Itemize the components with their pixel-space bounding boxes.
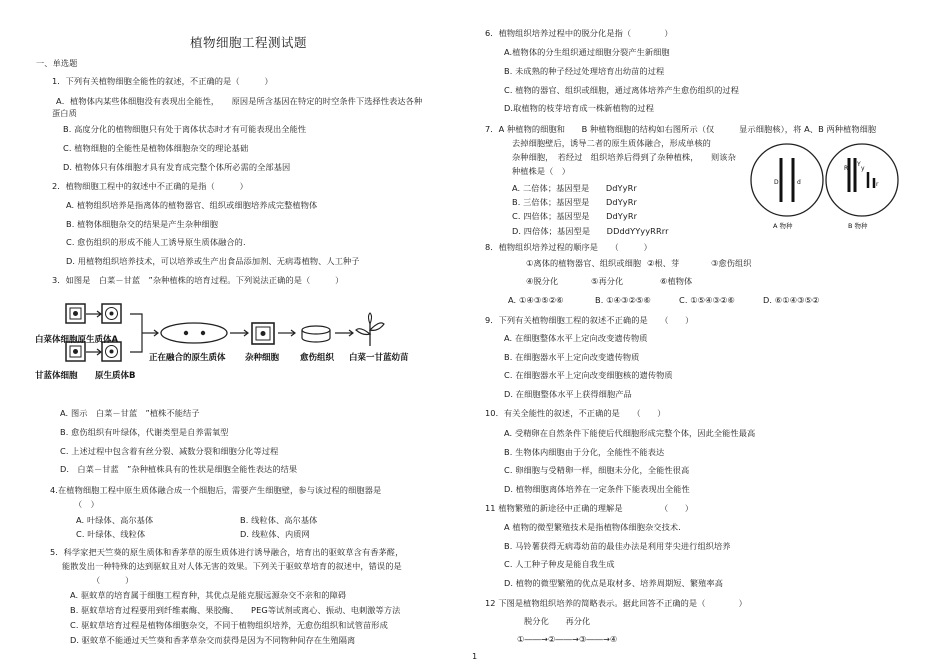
question-stem: 1．下列有关植物细胞全能性的叙述，不正确的是（ ） <box>52 76 273 86</box>
option-c: C. 植物细胞的全能性是植物体细胞杂交的理论基础 <box>63 143 249 153</box>
option-a: A.植物体的分生组织通过细胞分裂产生新细胞 <box>504 47 670 57</box>
question-stem-line4: 种植株是（ ） <box>512 166 571 176</box>
option-d: D. 用植物组织培养技术，可以培养或生产出食品添加剂、无病毒植物、人工种子 <box>66 256 360 266</box>
gene-y-lower: y <box>861 165 865 172</box>
option-c: C. ①⑤④③②⑥ <box>679 295 735 305</box>
right-column <box>475 0 950 671</box>
option-b: B. 愈伤组织有叶绿体，代谢类型是自养需氧型 <box>60 427 229 437</box>
question-stem: 2．植物细胞工程中的叙述中不正确的是指（ ） <box>52 181 248 191</box>
option-a: A. 驱蚊草的培育属于细胞工程育种，其优点是能克服远源杂交不亲和的障碍 <box>70 590 347 600</box>
option-b: B. 生物体内细胞由于分化，全能性不能表达 <box>504 447 665 457</box>
option-a: A. 植物组织培养是指离体的植物器官、组织或细胞培养成完整植物体 <box>66 200 318 210</box>
label-cell-b: 甘蓝体细胞 <box>35 371 78 381</box>
option-b: B. ①④③②⑤⑥ <box>595 295 651 305</box>
step-1: ①离体的植物器官、组织或细胞 <box>526 258 642 268</box>
option-b: B. 三倍体；基因型是 DdYyRr <box>512 197 638 207</box>
option-a: A．植物体内某些体细胞没有表现出全能性， 原因是所含基因在特定的时空条件下选择性表达各种 <box>56 96 423 106</box>
gene-r-lower: r <box>876 181 879 188</box>
gene-r-upper: R <box>844 165 849 172</box>
option-c: C. 驱蚊草培育过程是植物体细胞杂交，不同于植物组织培养，无愈伤组织和试管苗形成 <box>70 620 388 630</box>
option-b: B. 马铃薯获得无病毒幼苗的最佳办法是利用芽尖进行组织培养 <box>504 541 731 551</box>
option-a: A. 图示 白菜－甘蓝 ”植株不能结子 <box>60 408 200 418</box>
option-a: A. 二倍体；基因型是 DdYyRr <box>512 183 637 193</box>
question-stem: 6．植物组织培养过程中的脱分化是指（ ） <box>485 28 673 38</box>
option-b: B. 驱蚊草培育过程要用到纤维素酶、果胶酶、 PEG等试剂或离心、振动、电刺激等方法 <box>70 605 401 615</box>
hybrid-cell-diagram <box>32 296 432 396</box>
option-d: D. 植物体只有体细胞才具有发育成完整个体所必需的全部基因 <box>63 162 291 172</box>
option-c: C. 愈伤组织的形成不能人工诱导原生质体融合的. <box>66 237 246 247</box>
label-species-a: A 物种 <box>773 222 793 230</box>
option-d: D. 驱蚊草不能通过天竺葵和香茅草杂交而获得是因为不同物种间存在生殖隔离 <box>70 635 356 645</box>
gene-y-upper: Y <box>857 161 861 168</box>
process-labels: 脱分化 再分化 <box>524 616 591 626</box>
option-b: B. 高度分化的植物细胞只有处于离体状态时才有可能表现出全能性 <box>63 124 307 134</box>
nucleus-diagram <box>745 140 935 235</box>
question-stem: 7．A 种植物的细胞和 B 种植物细胞的结构如右图所示（仅 显示细胞核），将 A、B 两种植物细胞 <box>485 124 877 134</box>
question-stem: 12 下图是植物组织培养的简略表示。据此回答不正确的是（ ） <box>485 598 747 608</box>
option-a: A 植物的微型繁殖技术是指植物体细胞杂交技术. <box>504 522 681 532</box>
question-stem: 3．如图是 白菜－甘蓝 ”杂种植株的培育过程。下列说法正确的是（ ） <box>52 275 344 285</box>
step-2: ②根、芽 <box>647 258 680 268</box>
step-5: ⑤再分化 <box>591 276 624 286</box>
gene-d-lower: d <box>797 179 801 186</box>
option-a: A. 叶绿体、高尔基体 <box>76 515 154 525</box>
label-callus: 愈伤组织 <box>300 353 335 363</box>
label-protoplast-b: 原生质体B <box>95 371 136 381</box>
question-stem: 8．植物组织培养过程的顺序是 （ ） <box>485 242 652 252</box>
option-c: C. 在细胞器水平上定向改变细胞核的遗传物质 <box>504 370 673 380</box>
option-b: B. 在细胞器水平上定向改变遗传物质 <box>504 352 640 362</box>
question-stem: 9．下列有关植物细胞工程的叙述不正确的是 （ ） <box>485 315 694 325</box>
question-stem-cont: 能散发出一种特殊的达到驱蚊且对人体无害的效果。下列关于驱蚊草培育的叙述中，错误的是 <box>62 561 402 571</box>
answer-paren: （ ） <box>74 499 99 509</box>
page-number: 1 <box>472 651 478 661</box>
option-d: D. 植物细胞离体培养在一定条件下能表现出全能性 <box>504 484 690 494</box>
question-stem-line2: 去掉细胞壁后，诱导二者的原生质体融合，形成单核的 <box>512 138 711 148</box>
option-a-cont: 蛋白质 <box>52 108 77 118</box>
label-cell-a: 白菜体细胞原生质体A <box>35 335 119 345</box>
option-d: D. 线粒体、内质网 <box>240 529 310 539</box>
option-d: D. 在细胞整体水平上获得细胞产品 <box>504 389 632 399</box>
label-fusing: 正在融合的原生质体 <box>149 353 226 363</box>
option-d: D. 四倍体；基因型是 DDddYYyyRRrr <box>512 226 669 236</box>
step-6: ⑥植物体 <box>660 276 693 286</box>
step-4: ④脱分化 <box>526 276 559 286</box>
option-d: D. 白菜－甘蓝 ”杂种植株具有的性状是细胞全能性表达的结果 <box>60 464 298 474</box>
option-c: C. 四倍体；基因型是 DdYyRr <box>512 211 638 221</box>
question-stem: 10．有关全能性的叙述，不正确的是 （ ） <box>485 408 666 418</box>
page-title: 植物细胞工程测试题 <box>190 35 308 50</box>
option-b: B. 植物体细胞杂交的结果是产生杂种细胞 <box>66 219 219 229</box>
option-d: D. 植物的微型繁殖的优点是取材多、培养周期短、繁殖率高 <box>504 578 723 588</box>
gene-d-upper: D <box>774 179 779 186</box>
option-c: C. 叶绿体、线粒体 <box>76 529 146 539</box>
option-c: C. 卵细胞与受精卵一样，细胞未分化，全能性很高 <box>504 465 690 475</box>
option-d: D. ⑥①④③⑤② <box>763 295 820 305</box>
answer-paren: （ ） <box>92 575 134 585</box>
option-b: B. 未成熟的种子经过处理培育出幼苗的过程 <box>504 66 665 76</box>
question-stem: 11 植物繁殖的新途径中正确的理解是 （ ） <box>485 503 694 513</box>
label-species-b: B 物种 <box>848 222 868 230</box>
question-stem-line3: 杂种细胞， 若经过 组织培养后得到了杂种植株， 则该杂 <box>512 152 736 162</box>
option-c: C. 上述过程中包含着有丝分裂、减数分裂和细胞分化等过程 <box>60 446 279 456</box>
question-stem: 5．科学家把天竺葵的原生质体和香茅草的原生质体进行诱导融合，培育出的驱蚊草含有香茅醛， <box>50 547 404 557</box>
step-3: ③愈伤组织 <box>711 258 752 268</box>
option-d: D.取植物的枝芽培育成一株新植物的过程 <box>504 103 654 113</box>
option-b: B. 线粒体、高尔基体 <box>240 515 318 525</box>
option-a: A. 在细胞整体水平上定向改变遗传物质 <box>504 333 648 343</box>
option-c: C. 人工种子种皮是能自我生成 <box>504 559 615 569</box>
question-stem: 4.在植物细胞工程中原生质体融合成一个细胞后，需要产生细胞壁，参与该过程的细胞器是 <box>50 485 382 495</box>
option-a: A. 受精卵在自然条件下能使后代细胞形成完整个体，因此全能性最高 <box>504 428 756 438</box>
section-heading: 一、单选题 <box>36 58 78 68</box>
option-c: C. 植物的器官、组织或细胞，通过离体培养产生愈伤组织的过程 <box>504 85 739 95</box>
label-hybrid: 杂种细胞 <box>245 353 280 363</box>
process-flow: ①――→②――→③――→④ <box>517 634 618 644</box>
option-a: A. ①④③⑤②⑥ <box>508 295 564 305</box>
label-seedling: 白菜一甘蓝幼苗 <box>349 353 409 363</box>
